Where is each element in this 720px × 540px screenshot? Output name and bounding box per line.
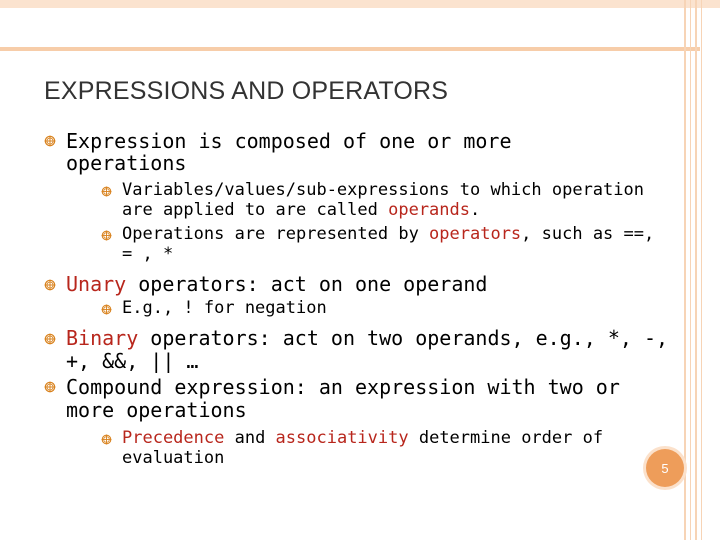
bullet-icon xyxy=(44,333,56,345)
highlight-term: operators xyxy=(429,224,522,244)
highlight-term: operands xyxy=(388,200,470,220)
bullet-text: Binary operators: act on two operands, e.g., *, -, xyxy=(66,326,669,350)
sub-bullet-text: Operations are represented by operators, such as ==, xyxy=(122,224,655,244)
highlight-term: Precedence xyxy=(122,428,225,448)
bullet-text: operations xyxy=(66,151,187,175)
bullet-text: Unary operators: act on one operand xyxy=(66,272,488,296)
bullet-icon xyxy=(44,279,56,291)
bullet-icon xyxy=(101,434,112,445)
slide-title: EXPRESSIONS AND OPERATORS xyxy=(44,77,449,105)
highlight-term: associativity xyxy=(275,428,409,448)
frame-line xyxy=(690,0,691,540)
sub-bullet-text: Precedence and associativity determine order of xyxy=(122,428,604,448)
frame-line xyxy=(684,0,686,540)
bullet-text: +, &&, || … xyxy=(66,349,199,373)
page-number-badge xyxy=(646,449,684,487)
bullet-icon xyxy=(101,230,112,241)
bullet-icon xyxy=(101,304,112,315)
bullet-icon xyxy=(44,135,56,147)
sub-bullet-text: = , * xyxy=(122,244,174,264)
sub-bullet-text: Variables/values/sub-expressions to which operation xyxy=(122,180,644,200)
frame-line xyxy=(695,0,697,540)
frame-line xyxy=(701,0,702,540)
title-rule xyxy=(0,47,700,51)
sub-bullet-text: E.g., ! for negation xyxy=(122,298,327,318)
bullet-text: Expression is composed of one or more xyxy=(66,129,512,153)
sub-bullet-text: are applied to are called operands. xyxy=(122,200,481,220)
highlight-term: Unary xyxy=(66,272,127,296)
sub-bullet-text: evaluation xyxy=(122,448,225,468)
bullet-icon xyxy=(101,186,112,197)
top-band xyxy=(0,0,720,8)
bullet-icon xyxy=(44,381,56,393)
highlight-term: Binary xyxy=(66,326,139,350)
bullet-text: Compound expression: an expression with two or xyxy=(66,375,620,399)
bullet-text: more operations xyxy=(66,398,247,422)
page-number: 5 xyxy=(661,460,669,476)
